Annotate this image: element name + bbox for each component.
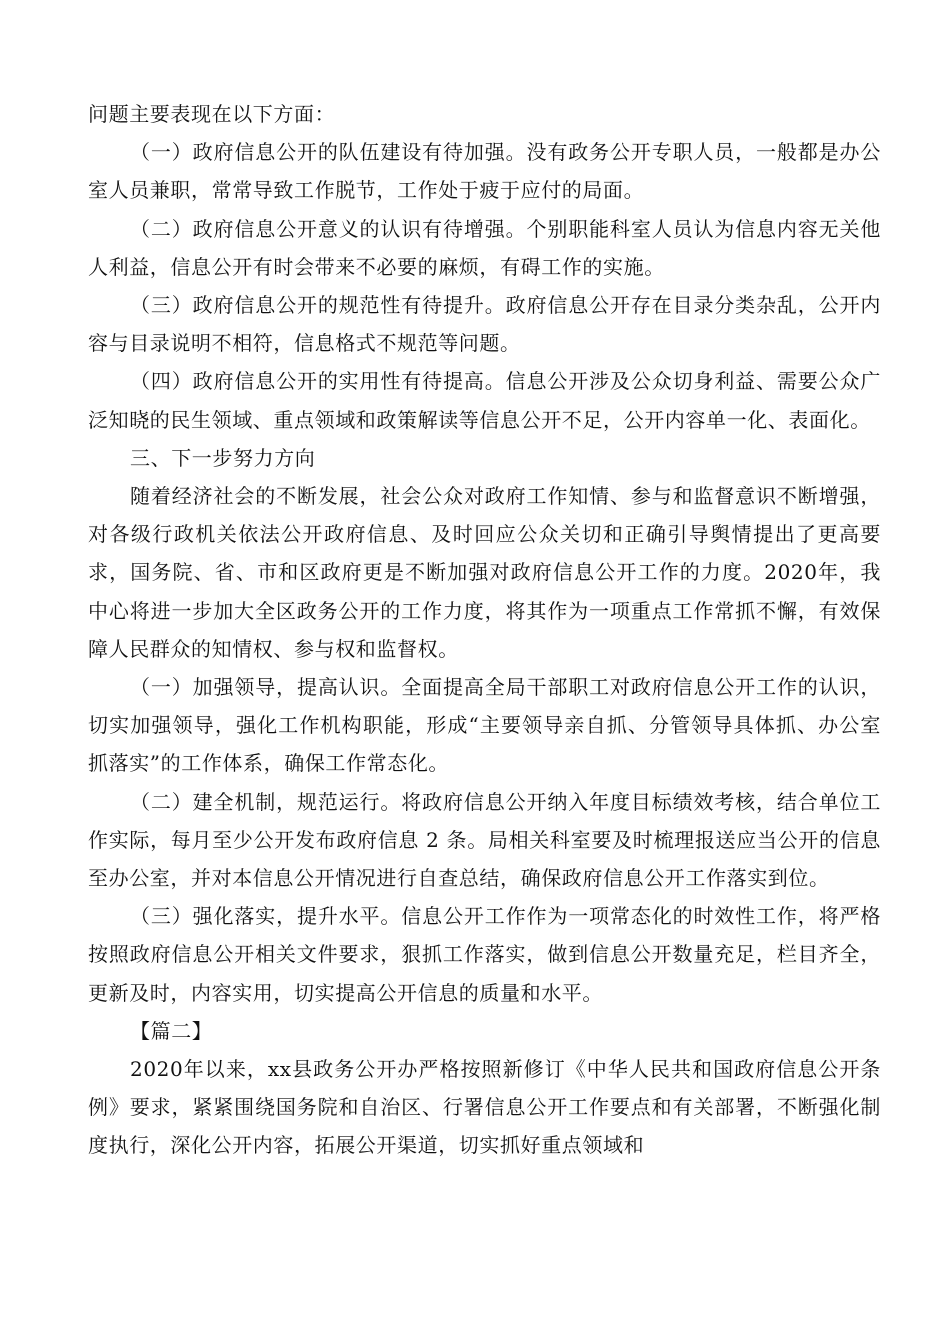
paragraph-measure-3: （三）强化落实，提升水平。信息公开工作作为一项常态化的时效性工作，将严格按照政府信息公开相关文件要求，狠抓工作落实，做到信息公开数量充足，栏目齐全，更新及时，内容实用，切实提高公开信息的质量和水平。 — [88, 904, 881, 1005]
paragraph-issue-3: （三）政府信息公开的规范性有待提升。政府信息公开存在目录分类杂乱，公开内容与目录说明不相符，信息格式不规范等问题。 — [88, 293, 881, 356]
document-body — [88, 95, 881, 1165]
paragraph-measure-2: （二）建全机制，规范运行。将政府信息公开纳入年度目标绩效考核，结合单位工作实际，每月至少公开发布政府信息 2 条。局相关科室要及时梳理报送应当公开的信息至办公室，并对本信息公开情况进行自查总结，确保政府信息公开工作落实到位。 — [88, 789, 881, 891]
paragraph-issue-4: （四）政府信息公开的实用性有待提高。信息公开涉及公众切身利益、需要公众广泛知晓的民生领域、重点领域和政策解读等信息公开不足，公开内容单一化、表面化。 — [88, 369, 881, 432]
paragraph-part-two-intro: 2020年以来，xx县政务公开办严格按照新修订《中华人民共和国政府信息公开条例》要求，紧紧围绕国务院和自治区、行署信息公开工作要点和有关部署，不断强化制度执行，深化公开内容，拓展公开渠道，切实抓好重点领域和 — [88, 1057, 881, 1158]
paragraph-issue-1: （一）政府信息公开的队伍建设有待加强。没有政务公开专职人员，一般都是办公室人员兼职，常常导致工作脱节，工作处于疲于应付的局面。 — [88, 140, 881, 203]
paragraph-next-steps-intro: 随着经济社会的不断发展，社会公众对政府工作知情、参与和监督意识不断增强，对各级行政机关依法公开政府信息、及时回应公众关切和正确引导舆情提出了更高要求，国务院、省、市和区政府更是不断加强对政府信息公开工作的力度。2020年，我中心将进一步加大全区政务公开的工作力度，将其作为一项重点工作常抓不懈，有效保障人民群众的知情权、参与权和监督权。 — [88, 484, 881, 661]
section-heading-part-two: 【篇二】 — [130, 1018, 213, 1043]
paragraph-measure-1: （一）加强领导，提高认识。全面提高全局干部职工对政府信息公开工作的认识，切实加强领导，强化工作机构职能，形成“主要领导亲自抓、分管领导具体抓、办公室抓落实”的工作体系，确保工作常态化。 — [88, 675, 881, 776]
section-heading-next-steps: 三、下一步努力方向 — [130, 445, 316, 470]
paragraph-issue-2: （二）政府信息公开意义的认识有待增强。个别职能科室人员认为信息内容无关他人利益，信息公开有时会带来不必要的麻烦，有碍工作的实施。 — [88, 216, 881, 279]
paragraph-intro: 问题主要表现在以下方面： — [88, 102, 336, 126]
